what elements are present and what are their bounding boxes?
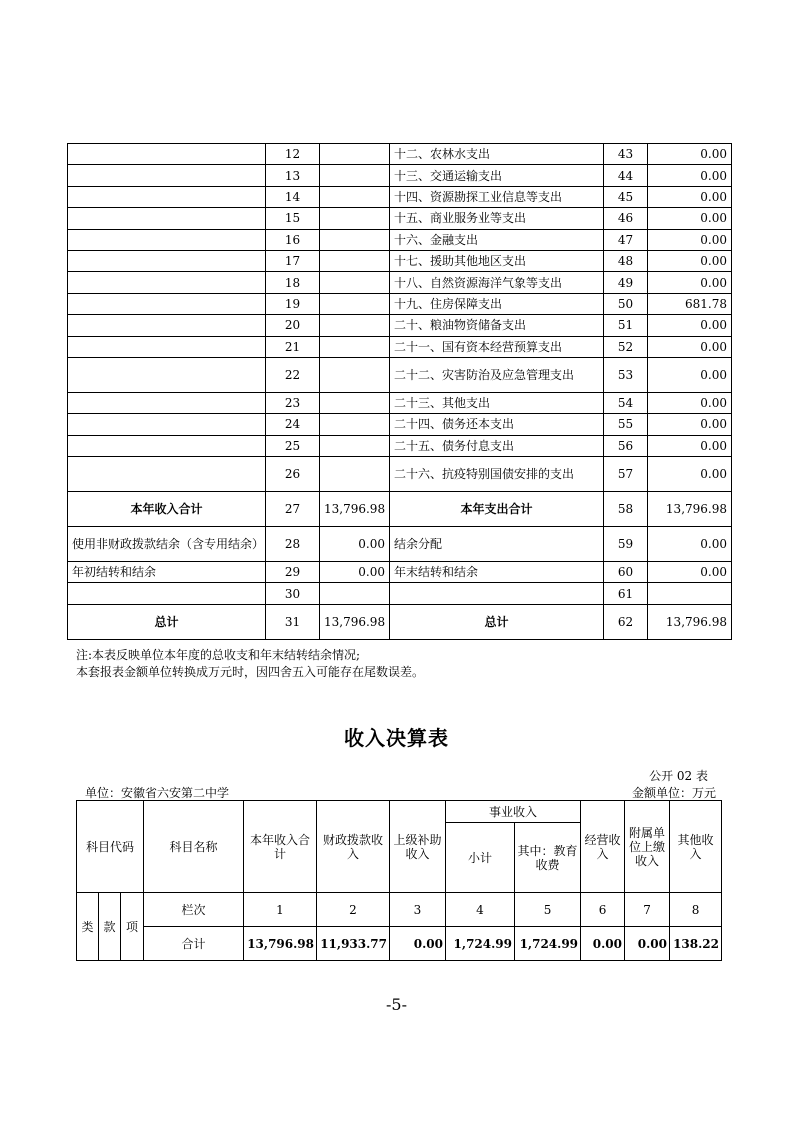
table-cell: 二十二、灾害防治及应急管理支出 — [390, 357, 604, 392]
table-cell: 0.00 — [648, 315, 732, 336]
table-cell — [68, 272, 266, 293]
table-cell: 24 — [266, 414, 320, 435]
table-cell — [320, 272, 390, 293]
table-cell — [68, 229, 266, 250]
table-cell — [320, 315, 390, 336]
column-index: 8 — [670, 893, 722, 927]
total-value: 11,933.77 — [317, 927, 390, 961]
table-cell: 13 — [266, 165, 320, 186]
table-row — [68, 336, 732, 357]
table-row — [68, 604, 732, 639]
total-value: 1,724.99 — [446, 927, 515, 961]
table-cell — [320, 229, 390, 250]
table-cell — [68, 583, 266, 604]
header-section: 款 — [99, 893, 121, 961]
table-row — [68, 272, 732, 293]
table-cell — [320, 435, 390, 456]
table-cell: 45 — [604, 186, 648, 207]
table-row — [68, 562, 732, 583]
table-cell — [68, 315, 266, 336]
table-cell: 本年收入合计 — [68, 492, 266, 527]
table-cell: 十七、援助其他地区支出 — [390, 250, 604, 271]
table-cell: 23 — [266, 392, 320, 413]
table-cell — [68, 293, 266, 314]
note-line: 注:本表反映单位本年度的总收支和年末结转结余情况; — [76, 648, 361, 662]
table-cell: 52 — [604, 336, 648, 357]
reporting-unit: 单位：安徽省六安第二中学 — [85, 786, 230, 800]
table-cell: 十五、商业服务业等支出 — [390, 208, 604, 229]
table-cell: 62 — [604, 604, 648, 639]
column-index: 5 — [515, 893, 581, 927]
table-cell — [648, 583, 732, 604]
table-cell: 44 — [604, 165, 648, 186]
table-cell: 46 — [604, 208, 648, 229]
table-cell: 26 — [266, 457, 320, 492]
table-row — [68, 527, 732, 562]
table-row — [68, 293, 732, 314]
table-row — [68, 414, 732, 435]
header-subtotal: 小计 — [446, 823, 515, 893]
table-cell: 本年支出合计 — [390, 492, 604, 527]
table-cell: 53 — [604, 357, 648, 392]
table-cell: 0.00 — [648, 208, 732, 229]
table-cell — [320, 144, 390, 165]
column-index: 1 — [244, 893, 317, 927]
income-statement-table — [76, 800, 722, 961]
table-cell: 27 — [266, 492, 320, 527]
table-cell — [320, 457, 390, 492]
table-cell — [390, 583, 604, 604]
table-row — [68, 208, 732, 229]
table-cell — [320, 336, 390, 357]
table-cell: 0.00 — [648, 272, 732, 293]
table-cell: 54 — [604, 392, 648, 413]
table-cell: 0.00 — [648, 562, 732, 583]
header-operating-income: 经营收入 — [581, 801, 625, 893]
table-cell: 0.00 — [648, 336, 732, 357]
table-cell: 0.00 — [320, 562, 390, 583]
table-cell: 59 — [604, 527, 648, 562]
header-other-income: 其他收入 — [670, 801, 722, 893]
table-cell: 0.00 — [648, 165, 732, 186]
amount-unit: 金额单位：万元 — [631, 786, 716, 800]
table-cell — [68, 435, 266, 456]
table-cell: 二十三、其他支出 — [390, 392, 604, 413]
table-cell: 15 — [266, 208, 320, 229]
table-cell: 58 — [604, 492, 648, 527]
table-cell: 29 — [266, 562, 320, 583]
table-row — [68, 583, 732, 604]
table-row — [68, 357, 732, 392]
header-upper-subsidy: 上级补助收入 — [390, 801, 446, 893]
table-cell: 55 — [604, 414, 648, 435]
table-cell: 61 — [604, 583, 648, 604]
header-subject-name: 科目名称 — [144, 801, 244, 893]
column-index: 2 — [317, 893, 390, 927]
header-item: 项 — [121, 893, 144, 961]
table-cell — [320, 165, 390, 186]
table-cell: 使用非财政拨款结余（含专用结余） — [68, 527, 266, 562]
total-value: 1,724.99 — [515, 927, 581, 961]
total-value: 0.00 — [581, 927, 625, 961]
table-cell — [68, 250, 266, 271]
table-cell: 13,796.98 — [648, 604, 732, 639]
table-cell: 0.00 — [648, 392, 732, 413]
table-row — [68, 186, 732, 207]
table-cell: 16 — [266, 229, 320, 250]
table-row — [68, 165, 732, 186]
total-value: 0.00 — [625, 927, 670, 961]
table-cell: 13,796.98 — [320, 492, 390, 527]
table-cell: 57 — [604, 457, 648, 492]
income-expense-summary-table — [67, 143, 732, 640]
total-value: 13,796.98 — [244, 927, 317, 961]
table-cell: 17 — [266, 250, 320, 271]
table-row — [68, 457, 732, 492]
table-cell — [68, 414, 266, 435]
table-cell: 13,796.98 — [320, 604, 390, 639]
table-cell: 二十五、债务付息支出 — [390, 435, 604, 456]
table-cell — [320, 392, 390, 413]
table-row — [68, 229, 732, 250]
table-cell — [68, 357, 266, 392]
table-cell: 0.00 — [648, 144, 732, 165]
column-index: 6 — [581, 893, 625, 927]
table-cell: 二十、粮油物资储备支出 — [390, 315, 604, 336]
table-cell: 十四、资源勘探工业信息等支出 — [390, 186, 604, 207]
header-business-income: 事业收入 — [446, 801, 581, 823]
table-cell: 28 — [266, 527, 320, 562]
total-row-label: 合计 — [144, 927, 244, 961]
table-cell — [320, 583, 390, 604]
table-cell: 12 — [266, 144, 320, 165]
table-cell: 0.00 — [648, 229, 732, 250]
table-cell: 十六、金融支出 — [390, 229, 604, 250]
header-fiscal-appropriation: 财政拨款收入 — [317, 801, 390, 893]
table-cell: 十八、自然资源海洋气象等支出 — [390, 272, 604, 293]
table-cell — [68, 186, 266, 207]
table-cell: 0.00 — [648, 457, 732, 492]
header-affiliated-income: 附属单位上缴收入 — [625, 801, 670, 893]
table-cell — [320, 357, 390, 392]
form-number: 公开 02 表 — [649, 769, 708, 783]
table-cell — [68, 457, 266, 492]
table-cell: 十二、农林水支出 — [390, 144, 604, 165]
table-cell — [68, 392, 266, 413]
table-cell: 二十一、国有资本经营预算支出 — [390, 336, 604, 357]
table-notes — [76, 647, 424, 681]
table-cell — [320, 293, 390, 314]
table-cell: 14 — [266, 186, 320, 207]
table-cell: 0.00 — [648, 186, 732, 207]
header-subject-code: 科目代码 — [77, 801, 144, 893]
column-index: 4 — [446, 893, 515, 927]
table-cell: 0.00 — [648, 414, 732, 435]
table-cell: 十九、住房保障支出 — [390, 293, 604, 314]
column-index-label: 栏次 — [144, 893, 244, 927]
table-cell: 0.00 — [320, 527, 390, 562]
table-cell — [320, 208, 390, 229]
table-cell: 13,796.98 — [648, 492, 732, 527]
table-cell: 总计 — [390, 604, 604, 639]
table-row — [68, 315, 732, 336]
table-cell: 60 — [604, 562, 648, 583]
table-cell — [320, 414, 390, 435]
table-row — [68, 435, 732, 456]
page-number: -5- — [386, 995, 407, 1014]
table-cell: 年初结转和结余 — [68, 562, 266, 583]
header-annual-income: 本年收入合计 — [244, 801, 317, 893]
table-cell: 681.78 — [648, 293, 732, 314]
table-cell: 21 — [266, 336, 320, 357]
table-cell: 30 — [266, 583, 320, 604]
table-cell: 年末结转和结余 — [390, 562, 604, 583]
note-line: 本套报表金额单位转换成万元时，因四舍五入可能存在尾数误差。 — [76, 665, 425, 679]
table-cell: 19 — [266, 293, 320, 314]
table-cell: 31 — [266, 604, 320, 639]
table-cell: 0.00 — [648, 527, 732, 562]
table-cell: 0.00 — [648, 250, 732, 271]
header-education-fees: 其中：教育收费 — [515, 823, 581, 893]
column-index: 3 — [390, 893, 446, 927]
table-cell: 22 — [266, 357, 320, 392]
table-row — [68, 492, 732, 527]
table-cell: 18 — [266, 272, 320, 293]
table-cell: 49 — [604, 272, 648, 293]
table-cell: 56 — [604, 435, 648, 456]
table-cell — [320, 186, 390, 207]
table-cell — [68, 336, 266, 357]
table-row — [68, 250, 732, 271]
total-value: 0.00 — [390, 927, 446, 961]
table-cell: 48 — [604, 250, 648, 271]
table-cell — [68, 208, 266, 229]
table-cell: 47 — [604, 229, 648, 250]
table-cell: 51 — [604, 315, 648, 336]
table-cell: 结余分配 — [390, 527, 604, 562]
total-value: 138.22 — [670, 927, 722, 961]
table-cell — [320, 250, 390, 271]
table-cell: 二十六、抗疫特别国债安排的支出 — [390, 457, 604, 492]
table-cell: 总计 — [68, 604, 266, 639]
header-category: 类 — [77, 893, 99, 961]
table-cell: 0.00 — [648, 435, 732, 456]
table-cell: 十三、交通运输支出 — [390, 165, 604, 186]
table-cell: 43 — [604, 144, 648, 165]
income-statement-title: 收入决算表 — [344, 726, 449, 750]
table-row — [68, 392, 732, 413]
column-index: 7 — [625, 893, 670, 927]
table-cell: 25 — [266, 435, 320, 456]
table-cell — [68, 144, 266, 165]
table-cell: 20 — [266, 315, 320, 336]
table-cell: 0.00 — [648, 357, 732, 392]
table-row — [68, 144, 732, 165]
table-cell — [68, 165, 266, 186]
table-cell: 50 — [604, 293, 648, 314]
table-cell: 二十四、债务还本支出 — [390, 414, 604, 435]
